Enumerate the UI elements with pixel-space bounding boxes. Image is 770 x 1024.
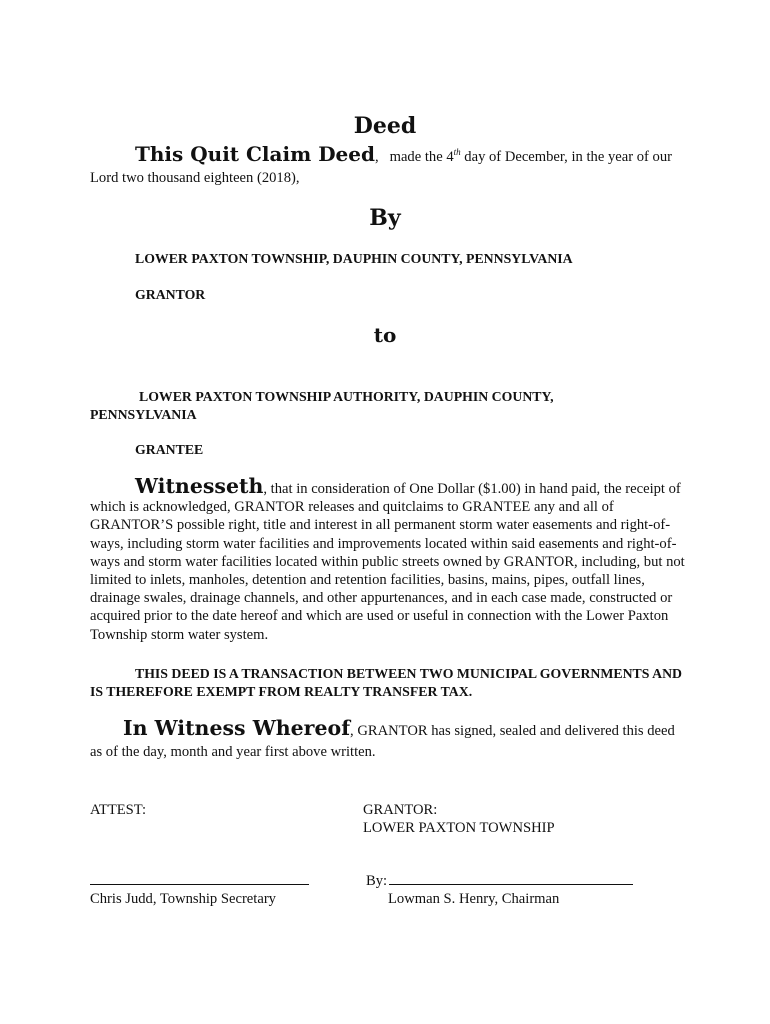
document-title: Deed	[353, 113, 417, 139]
grantor-signature-org: LOWER PAXTON TOWNSHIP	[363, 820, 555, 836]
secretary-name: Chris Judd, Township Secretary	[90, 891, 276, 907]
in-witness-paragraph	[90, 718, 690, 763]
witnesseth-text: , that in consideration of One Dollar ($1.00) in hand paid, the receipt of which is acknowledged, GRANTOR releases and quitclaims to GRANTEE any and all of GRANTOR’S possible right, title and interest in all permanent storm water easements and right-of-ways, including storm water facilities and improvements located within said easements and right-of-ways and storm water facilities located within public streets owned by GRANTOR, including, but not limited to inlets, manholes, detention and retention facilities, basins, mains, pipes, outfall lines, drainage swales, drainage channels, and other appurtenances, and in each case made, constructed or acquired prior to the date hereof and which are used or useful in connection with the Lower Paxton Township storm water system.	[90, 481, 685, 643]
witnesseth-lead: Witnesseth	[135, 474, 264, 498]
attest-label: ATTEST:	[90, 802, 147, 818]
intro-ordinal-suffix: th	[453, 147, 461, 157]
in-witness-text: , GRANTOR has signed, sealed and delivered this deed as of the day, month and year first above written.	[90, 723, 675, 760]
exempt-statement	[90, 665, 690, 701]
intro-paragraph	[90, 142, 690, 189]
intro-lead: This Quit Claim Deed	[135, 141, 375, 166]
grantee-role: GRANTEE	[135, 442, 204, 457]
grantor-name: LOWER PAXTON TOWNSHIP, DAUPHIN COUNTY, PENNSYLVANIA	[135, 251, 573, 266]
grantor-signature-label: GRANTOR:	[363, 802, 438, 818]
intro-text-after-ordinal: day of December, in the year of our Lord two thousand eighteen (2018),	[90, 148, 672, 186]
in-witness-lead: In Witness Whereof	[123, 716, 351, 740]
by-heading: By	[369, 205, 401, 231]
intro-lead-punct: ,	[374, 148, 379, 165]
grantor-role: GRANTOR	[135, 287, 206, 302]
grantee-name: LOWER PAXTON TOWNSHIP AUTHORITY, DAUPHIN COUNTY, PENNSYLVANIA	[90, 389, 554, 422]
intro-text-before-ordinal: made the 4	[389, 148, 454, 165]
witnesseth-paragraph	[90, 474, 686, 644]
by-label: By:	[366, 873, 388, 889]
attest-signature-line	[90, 884, 309, 885]
chairman-name: Lowman S. Henry, Chairman	[388, 891, 560, 907]
to-heading: to	[373, 323, 397, 347]
grantor-signature-line	[389, 884, 633, 885]
exempt-statement-text: THIS DEED IS A TRANSACTION BETWEEN TWO MUNICIPAL GOVERNMENTS AND IS THEREFORE EXEMPT FROM REALTY TRANSFER TAX.	[90, 666, 683, 699]
